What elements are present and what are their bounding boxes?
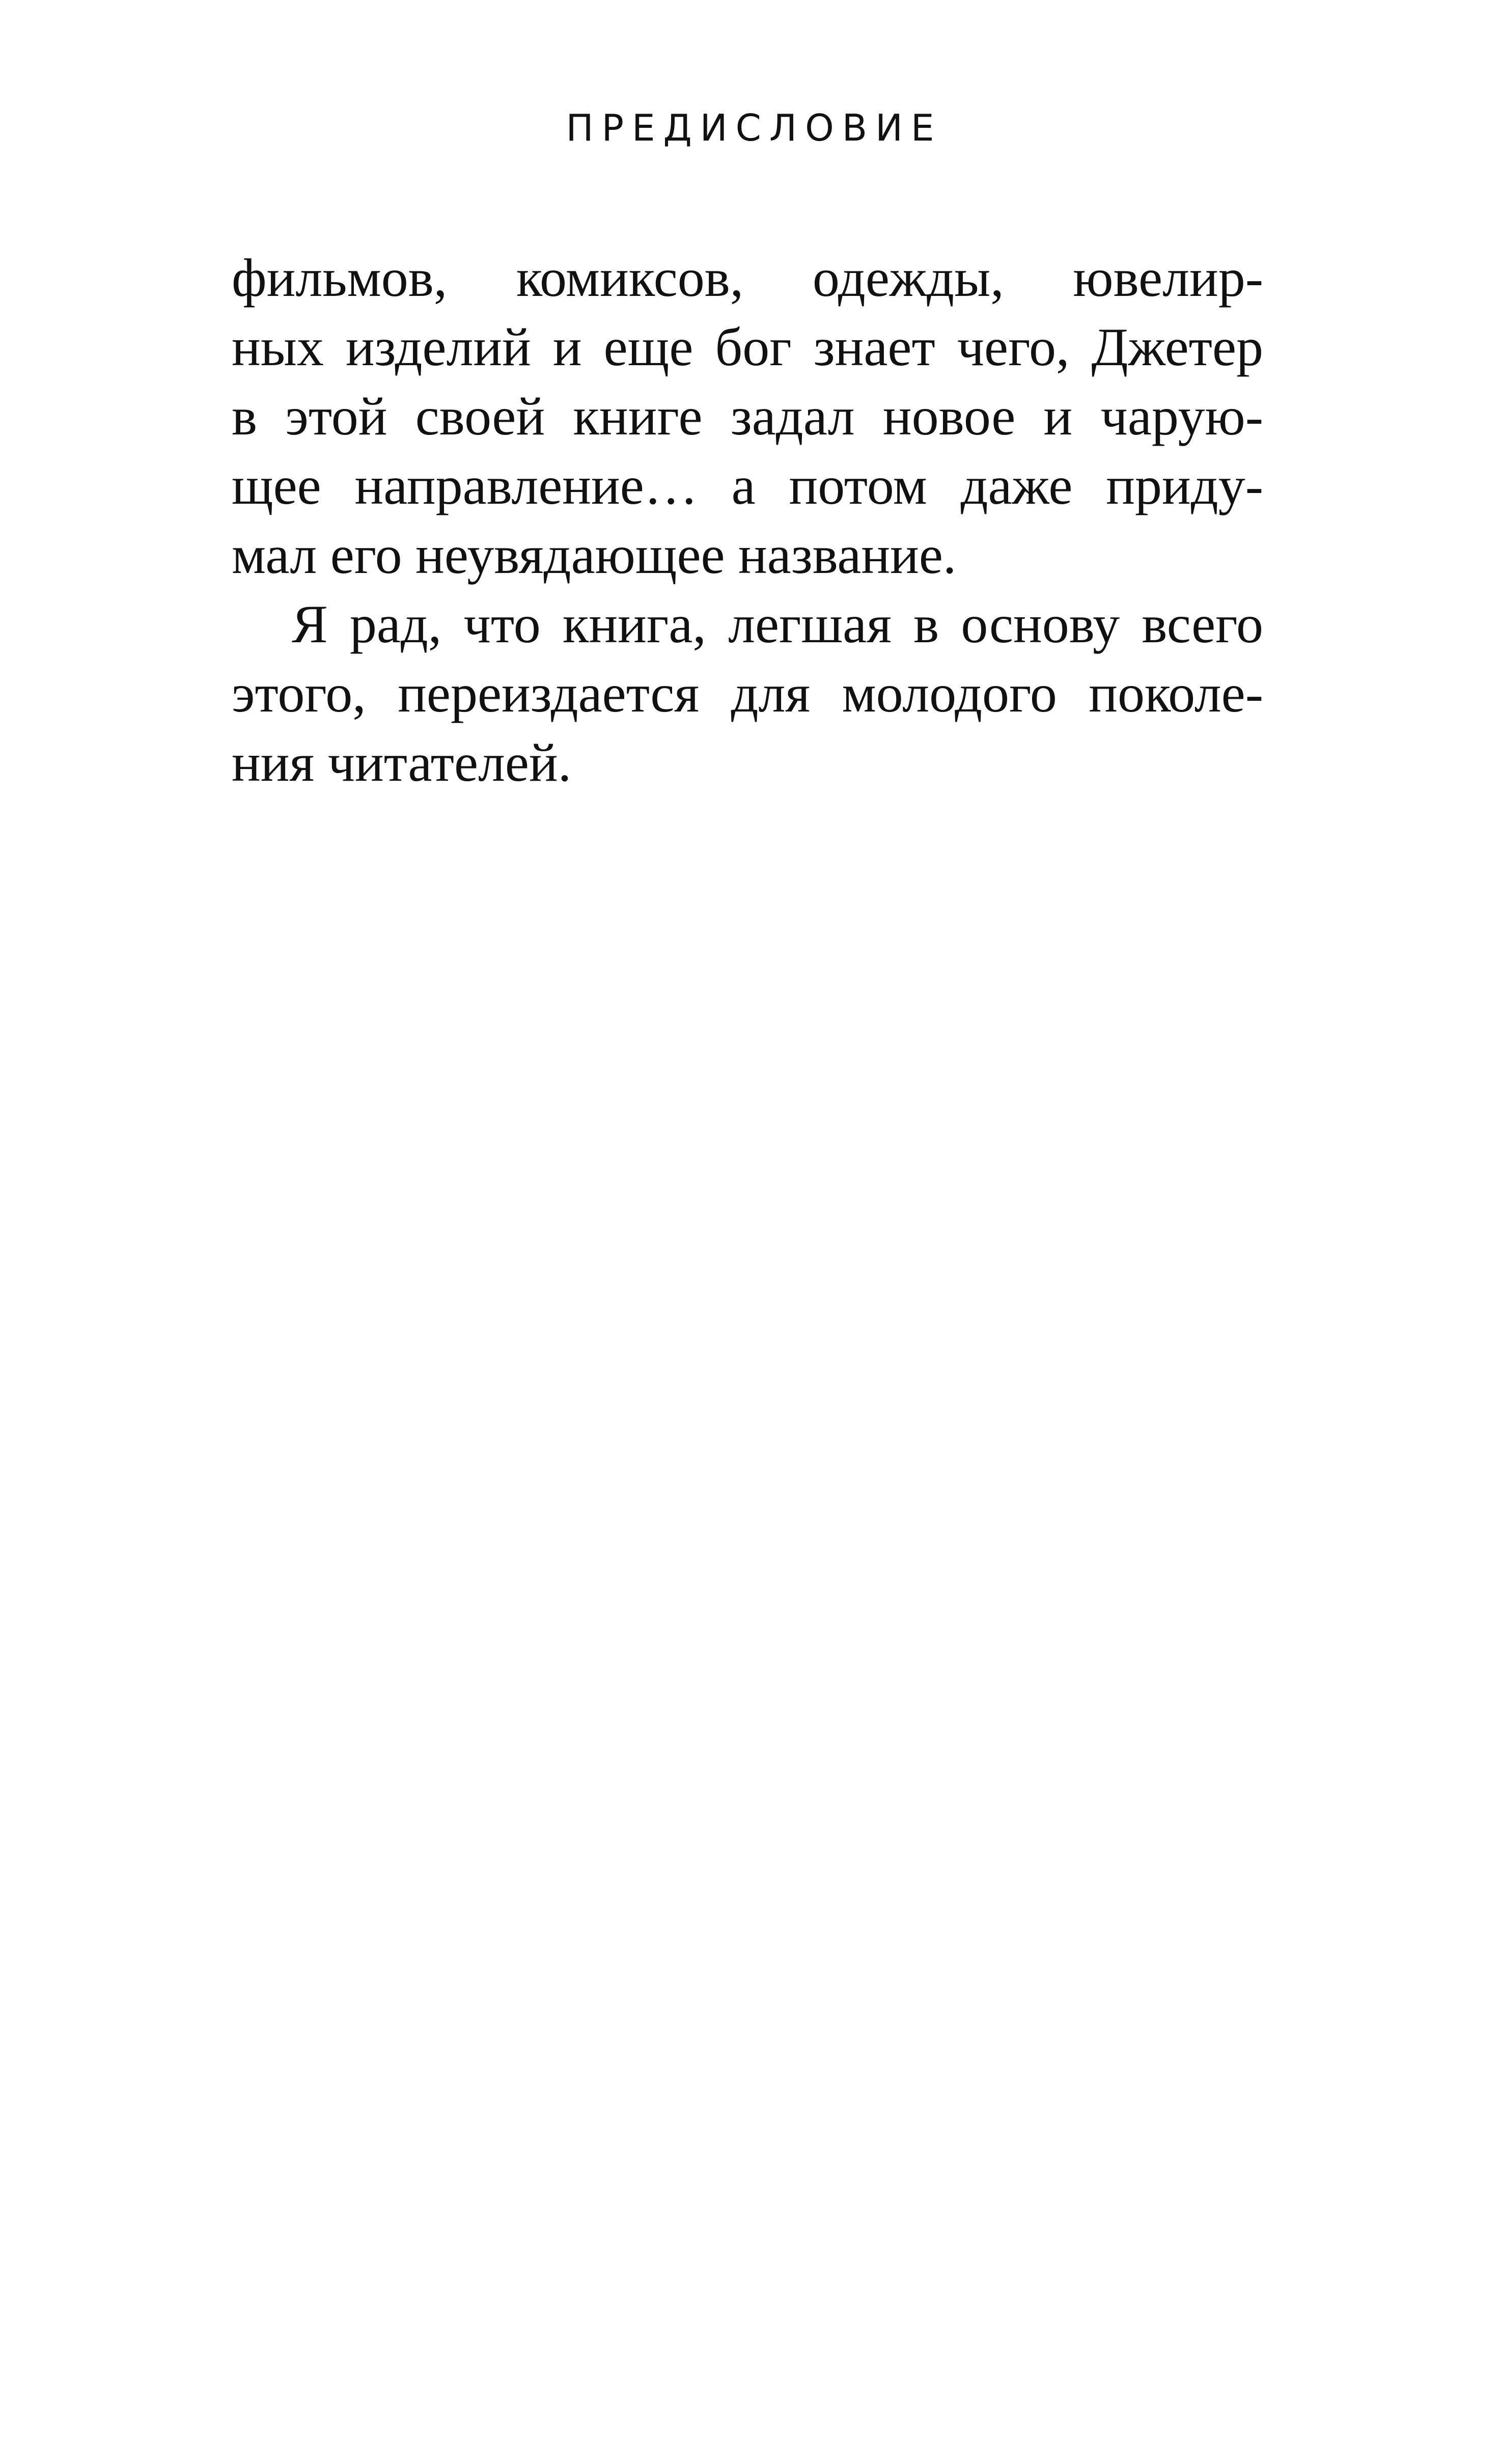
text-line: щее направление… а потом даже приду- xyxy=(232,456,1263,515)
text-line: Я рад, что книга, легшая в основу всего xyxy=(292,594,1263,654)
body-text xyxy=(232,243,1263,798)
text-line: фильмов, комиксов, одежды, ювелир- xyxy=(232,248,1263,308)
text-line: этого, переиздается для молодого поколе- xyxy=(232,664,1263,723)
text-line: в этой своей книге задал новое и чарую- xyxy=(232,387,1263,446)
running-head: ПРЕДИСЛОВИЕ xyxy=(566,106,942,149)
text-line: ния читателей. xyxy=(232,733,572,792)
text-line: мал его неувядающее название. xyxy=(232,525,957,585)
text-line: ных изделий и еще бог знает чего, Джетер xyxy=(232,317,1263,377)
